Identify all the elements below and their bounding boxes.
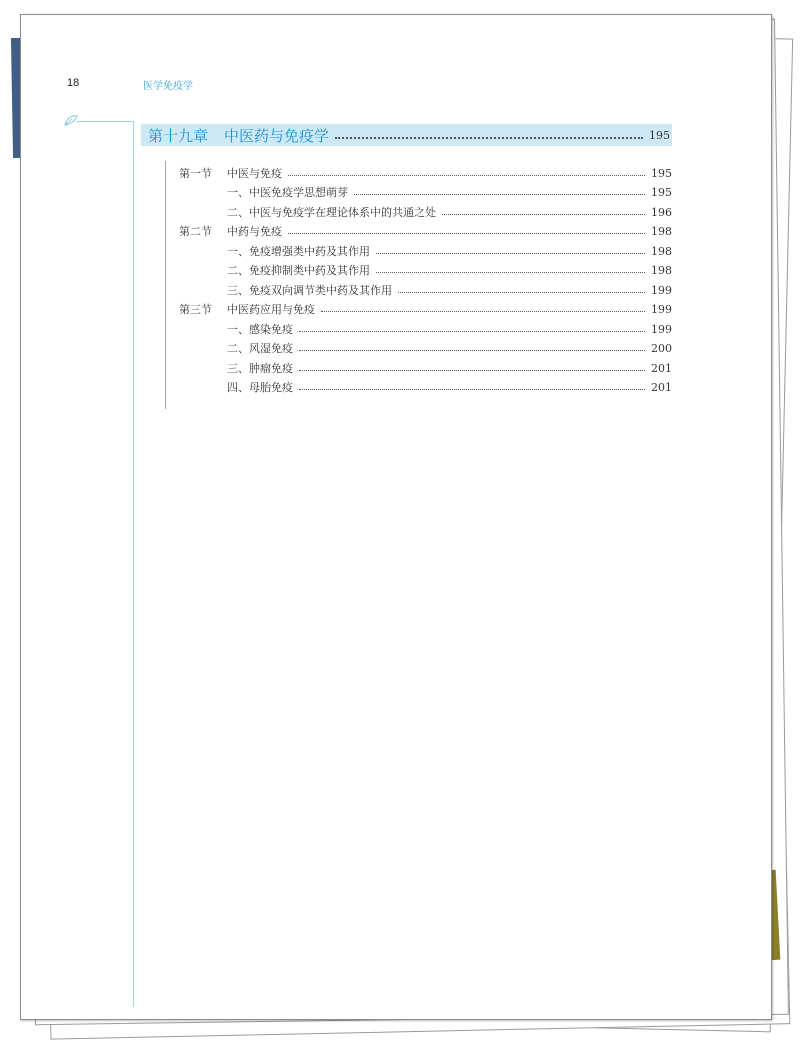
toc-row[interactable] (179, 281, 672, 299)
document-page (20, 14, 772, 1020)
toc-row[interactable] (179, 378, 672, 396)
section-label: 第三节 (179, 303, 212, 316)
toc-row[interactable] (179, 359, 672, 377)
toc-row[interactable] (179, 242, 672, 260)
chapter-page-number: 195 (649, 128, 670, 142)
toc-entry-title: 二、中医与免疫学在理论体系中的共通之处 (227, 206, 436, 219)
toc-entry-page: 195 (651, 166, 672, 180)
leader-dots (288, 232, 645, 234)
chapter-title: 中医药与免疫学 (224, 126, 330, 145)
toc-row[interactable] (179, 261, 672, 279)
section-label: 第二节 (179, 225, 212, 238)
leader-dots (299, 330, 645, 332)
chapter-heading[interactable] (141, 124, 672, 146)
toc-entry-page: 199 (651, 322, 672, 336)
toc-row[interactable] (179, 320, 672, 338)
decor-vertical-line (133, 121, 134, 1007)
leaf-ornament-icon (63, 113, 79, 127)
leader-dots (354, 193, 645, 195)
leader-dots (398, 291, 645, 293)
leader-dots (299, 349, 645, 351)
toc-entry-page: 198 (651, 244, 672, 258)
leader-dots (321, 310, 645, 312)
toc-entry-page: 201 (651, 361, 672, 375)
toc-entry-title: 中医与免疫 (227, 167, 282, 180)
leader-dots (299, 388, 645, 390)
running-title: 医学免疫学 (143, 81, 193, 92)
toc-entry-title: 三、肿瘤免疫 (227, 362, 293, 375)
toc-entry-title: 二、免疫抑制类中药及其作用 (227, 264, 370, 277)
toc-entry-page: 195 (651, 185, 672, 199)
toc-entry-page: 200 (651, 341, 672, 355)
toc-entry-title: 中药与免疫 (227, 225, 282, 238)
leader-dots (376, 271, 645, 273)
leader-dots (376, 252, 645, 254)
toc-entry-page: 199 (651, 302, 672, 316)
toc-entry-title: 一、感染免疫 (227, 323, 293, 336)
toc-entry-page: 201 (651, 380, 672, 394)
toc-row[interactable] (179, 203, 672, 221)
toc-entry-page: 198 (651, 224, 672, 238)
leader-dots (335, 136, 643, 139)
leader-dots (299, 369, 645, 371)
toc-vertical-rule (165, 161, 166, 409)
toc-row[interactable] (179, 339, 672, 357)
chapter-label: 第十九章 (148, 126, 209, 145)
toc-entry-title: 一、中医免疫学思想萌芽 (227, 186, 348, 199)
section-label: 第一节 (179, 167, 212, 180)
toc-row[interactable] (179, 222, 672, 240)
page-number: 18 (67, 77, 80, 89)
toc-entry-title: 二、风湿免疫 (227, 342, 293, 355)
toc-entry-page: 198 (651, 263, 672, 277)
leader-dots (442, 213, 645, 215)
toc-row[interactable] (179, 164, 672, 182)
decor-horizontal-line (77, 121, 133, 122)
toc-entry-title: 中医药应用与免疫 (227, 303, 315, 316)
toc-row[interactable] (179, 300, 672, 318)
toc-entry-title: 三、免疫双向调节类中药及其作用 (227, 284, 392, 297)
toc-entry-page: 196 (651, 205, 672, 219)
leader-dots (288, 174, 645, 176)
toc-entry-title: 四、母胎免疫 (227, 381, 293, 394)
toc-entry-title: 一、免疫增强类中药及其作用 (227, 245, 370, 258)
toc-entry-page: 199 (651, 283, 672, 297)
toc-row[interactable] (179, 183, 672, 201)
